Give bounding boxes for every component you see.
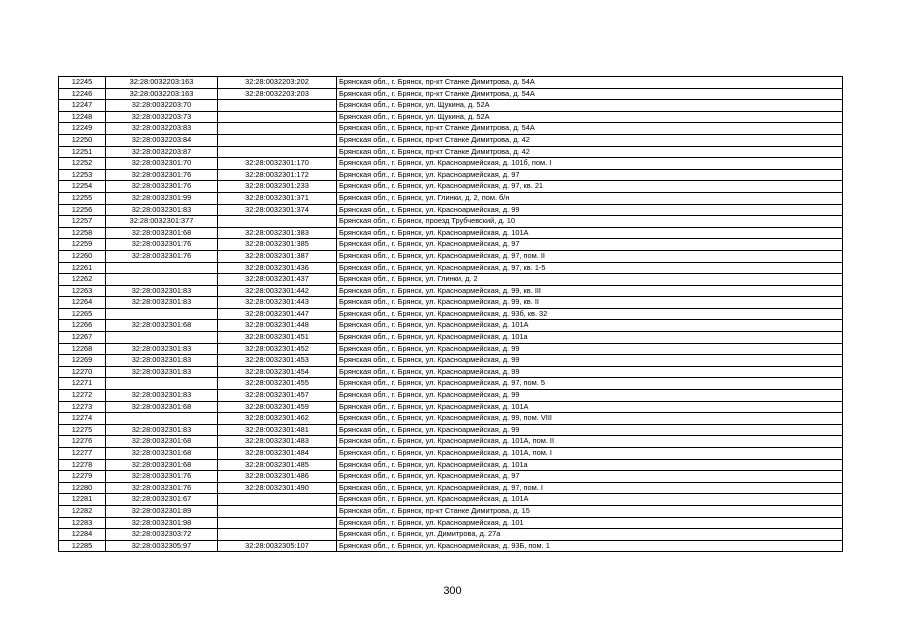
row-number-cell: 12247 [59, 100, 106, 112]
address-cell: Брянская обл., г. Брянск, ул. Красноармейская, д. 97, пом. II [337, 250, 843, 262]
object-cadastral-cell [218, 216, 337, 228]
object-cadastral-cell: 32:28:0032301:462 [218, 413, 337, 425]
table-row [59, 332, 843, 344]
object-cadastral-cell: 32:28:0032301:483 [218, 436, 337, 448]
object-cadastral-cell: 32:28:0032301:172 [218, 169, 337, 181]
parcel-cadastral-cell: 32:28:0032301:68 [106, 227, 218, 239]
object-cadastral-cell: 32:28:0032301:436 [218, 262, 337, 274]
table-row [59, 320, 843, 332]
table-row [59, 494, 843, 506]
parcel-cadastral-cell: 32:28:0032301:98 [106, 517, 218, 529]
row-number-cell: 12282 [59, 505, 106, 517]
table-row [59, 274, 843, 286]
parcel-cadastral-cell: 32:28:0032203:83 [106, 123, 218, 135]
address-cell: Брянская обл., г. Брянск, ул. Красноармейская, д. 99 [337, 355, 843, 367]
table-row [59, 448, 843, 460]
address-cell: Брянская обл., г. Брянск, ул. Красноармейская, д. 101А [337, 320, 843, 332]
parcel-cadastral-cell: 32:28:0032303:72 [106, 529, 218, 541]
row-number-cell: 12249 [59, 123, 106, 135]
table-row [59, 88, 843, 100]
object-cadastral-cell [218, 123, 337, 135]
row-number-cell: 12277 [59, 448, 106, 460]
parcel-cadastral-cell: 32:28:0032301:70 [106, 158, 218, 170]
parcel-cadastral-cell: 32:28:0032301:83 [106, 390, 218, 402]
address-cell: Брянская обл., г. Брянск, ул. Красноармейская, д. 97, пом. 5 [337, 378, 843, 390]
object-cadastral-cell [218, 111, 337, 123]
table-row [59, 308, 843, 320]
address-cell: Брянская обл., г. Брянск, ул. Глинки, д. 2, пом. б/н [337, 192, 843, 204]
parcel-cadastral-cell: 32:28:0032301:76 [106, 169, 218, 181]
address-cell: Брянская обл., г. Брянск, ул. Красноармейская, д. 99 [337, 204, 843, 216]
address-cell: Брянская обл., г. Брянск, ул. Красноармейская, д. 99 [337, 366, 843, 378]
object-cadastral-cell: 32:28:0032301:452 [218, 343, 337, 355]
address-cell: Брянская обл., г. Брянск, пр-кт Станке Димитрова, д. 15 [337, 505, 843, 517]
table-row [59, 517, 843, 529]
page-number: 300 [443, 585, 462, 597]
table-row [59, 262, 843, 274]
row-number-cell: 12258 [59, 227, 106, 239]
parcel-cadastral-cell: 32:28:0032301:76 [106, 471, 218, 483]
object-cadastral-cell: 32:28:0032301:453 [218, 355, 337, 367]
row-number-cell: 12283 [59, 517, 106, 529]
parcel-cadastral-cell [106, 262, 218, 274]
row-number-cell: 12285 [59, 540, 106, 552]
table-row [59, 378, 843, 390]
object-cadastral-cell: 32:28:0032301:233 [218, 181, 337, 193]
object-cadastral-cell: 32:28:0032301:486 [218, 471, 337, 483]
table-row [59, 100, 843, 112]
row-number-cell: 12271 [59, 378, 106, 390]
address-cell: Брянская обл., г. Брянск, ул. Красноармейская, д. 101А [337, 494, 843, 506]
parcel-cadastral-cell [106, 413, 218, 425]
table-row [59, 123, 843, 135]
table-row [59, 158, 843, 170]
object-cadastral-cell: 32:28:0032301:387 [218, 250, 337, 262]
table-row [59, 216, 843, 228]
object-cadastral-cell [218, 134, 337, 146]
row-number-cell: 12276 [59, 436, 106, 448]
parcel-cadastral-cell: 32:28:0032301:89 [106, 505, 218, 517]
row-number-cell: 12245 [59, 77, 106, 89]
object-cadastral-cell: 32:28:0032203:203 [218, 88, 337, 100]
row-number-cell: 12248 [59, 111, 106, 123]
table-row [59, 436, 843, 448]
table-row [59, 459, 843, 471]
address-cell: Брянская обл., г. Брянск, ул. Красноармейская, д. 99 [337, 424, 843, 436]
address-cell: Брянская обл., г. Брянск, ул. Красноармейская, д. 97 [337, 471, 843, 483]
row-number-cell: 12273 [59, 401, 106, 413]
address-cell: Брянская обл., г. Брянск, пр-кт Станке Димитрова, д. 54А [337, 77, 843, 89]
address-cell: Брянская обл., г. Брянск, ул. Красноармейская, д. 99 [337, 390, 843, 402]
row-number-cell: 12270 [59, 366, 106, 378]
row-number-cell: 12262 [59, 274, 106, 286]
row-number-cell: 12264 [59, 297, 106, 309]
parcel-cadastral-cell: 32:28:0032301:83 [106, 343, 218, 355]
row-number-cell: 12280 [59, 482, 106, 494]
object-cadastral-cell: 32:28:0032301:443 [218, 297, 337, 309]
object-cadastral-cell: 32:28:0032301:447 [218, 308, 337, 320]
parcel-cadastral-cell: 32:28:0032301:83 [106, 204, 218, 216]
object-cadastral-cell: 32:28:0032203:202 [218, 77, 337, 89]
address-cell: Брянская обл., г. Брянск, ул. Красноармейская, д. 99, кв. III [337, 285, 843, 297]
parcel-cadastral-cell: 32:28:0032301:68 [106, 436, 218, 448]
parcel-cadastral-cell [106, 332, 218, 344]
parcel-cadastral-cell [106, 378, 218, 390]
address-cell: Брянская обл., г. Брянск, пр-кт Станке Димитрова, д. 42 [337, 134, 843, 146]
table-row [59, 482, 843, 494]
parcel-cadastral-cell: 32:28:0032301:83 [106, 297, 218, 309]
object-cadastral-cell [218, 517, 337, 529]
parcel-cadastral-cell: 32:28:0032301:83 [106, 355, 218, 367]
parcel-cadastral-cell: 32:28:0032301:76 [106, 239, 218, 251]
table-row [59, 227, 843, 239]
object-cadastral-cell: 32:28:0032301:451 [218, 332, 337, 344]
address-cell: Брянская обл., г. Брянск, ул. Красноармейская, д. 97 [337, 239, 843, 251]
object-cadastral-cell: 32:28:0032301:442 [218, 285, 337, 297]
table-row [59, 204, 843, 216]
address-cell: Брянская обл., г. Брянск, ул. Красноармейская, д. 97, кв. 1-5 [337, 262, 843, 274]
table-row [59, 366, 843, 378]
parcel-cadastral-cell: 32:28:0032203:163 [106, 77, 218, 89]
address-cell: Брянская обл., г. Брянск, ул. Красноармейская, д. 99 [337, 343, 843, 355]
address-cell: Брянская обл., г. Брянск, проезд Трубчевский, д. 10 [337, 216, 843, 228]
address-cell: Брянская обл., г. Брянск, ул. Красноармейская, д. 101А [337, 227, 843, 239]
parcel-cadastral-cell: 32:28:0032301:76 [106, 250, 218, 262]
table-row [59, 146, 843, 158]
property-table-body [59, 77, 843, 552]
parcel-cadastral-cell: 32:28:0032301:68 [106, 401, 218, 413]
parcel-cadastral-cell: 32:28:0032301:68 [106, 448, 218, 460]
parcel-cadastral-cell: 32:28:0032203:73 [106, 111, 218, 123]
parcel-cadastral-cell: 32:28:0032301:83 [106, 366, 218, 378]
row-number-cell: 12269 [59, 355, 106, 367]
parcel-cadastral-cell: 32:28:0032301:83 [106, 424, 218, 436]
row-number-cell: 12251 [59, 146, 106, 158]
table-row [59, 390, 843, 402]
object-cadastral-cell: 32:28:0032301:459 [218, 401, 337, 413]
parcel-cadastral-cell: 32:28:0032203:84 [106, 134, 218, 146]
object-cadastral-cell: 32:28:0032301:437 [218, 274, 337, 286]
table-row [59, 343, 843, 355]
object-cadastral-cell [218, 146, 337, 158]
row-number-cell: 12279 [59, 471, 106, 483]
parcel-cadastral-cell: 32:28:0032203:163 [106, 88, 218, 100]
table-row [59, 111, 843, 123]
object-cadastral-cell [218, 529, 337, 541]
object-cadastral-cell: 32:28:0032301:490 [218, 482, 337, 494]
table-row [59, 192, 843, 204]
table-row [59, 471, 843, 483]
row-number-cell: 12259 [59, 239, 106, 251]
property-table [58, 76, 843, 552]
row-number-cell: 12257 [59, 216, 106, 228]
parcel-cadastral-cell: 32:28:0032203:70 [106, 100, 218, 112]
object-cadastral-cell: 32:28:0032301:383 [218, 227, 337, 239]
address-cell: Брянская обл., г. Брянск, ул. Красноармейская, д. 97, кв. 21 [337, 181, 843, 193]
address-cell: Брянская обл., г. Брянск, ул. Красноармейская, д. 97 [337, 169, 843, 181]
table-row [59, 355, 843, 367]
object-cadastral-cell: 32:28:0032301:385 [218, 239, 337, 251]
table-row [59, 239, 843, 251]
table-row [59, 250, 843, 262]
address-cell: Брянская обл., г. Брянск, ул. Димитрова, д. 27а [337, 529, 843, 541]
object-cadastral-cell: 32:28:0032301:170 [218, 158, 337, 170]
address-cell: Брянская обл., г. Брянск, пр-кт Станке Димитрова, д. 54А [337, 88, 843, 100]
row-number-cell: 12253 [59, 169, 106, 181]
row-number-cell: 12252 [59, 158, 106, 170]
row-number-cell: 12274 [59, 413, 106, 425]
parcel-cadastral-cell: 32:28:0032301:67 [106, 494, 218, 506]
row-number-cell: 12281 [59, 494, 106, 506]
row-number-cell: 12260 [59, 250, 106, 262]
table-row [59, 401, 843, 413]
table-row [59, 181, 843, 193]
address-cell: Брянская обл., г. Брянск, ул. Щукина, д. 52А [337, 100, 843, 112]
address-cell: Брянская обл., г. Брянск, ул. Красноармейская, д. 97, пом. I [337, 482, 843, 494]
parcel-cadastral-cell: 32:28:0032301:68 [106, 459, 218, 471]
table-row [59, 285, 843, 297]
object-cadastral-cell: 32:28:0032301:485 [218, 459, 337, 471]
address-cell: Брянская обл., г. Брянск, ул. Красноармейская, д. 101А, пом. II [337, 436, 843, 448]
parcel-cadastral-cell [106, 308, 218, 320]
row-number-cell: 12266 [59, 320, 106, 332]
object-cadastral-cell: 32:28:0032301:455 [218, 378, 337, 390]
parcel-cadastral-cell: 32:28:0032301:68 [106, 320, 218, 332]
table-row [59, 134, 843, 146]
parcel-cadastral-cell: 32:28:0032301:377 [106, 216, 218, 228]
row-number-cell: 12261 [59, 262, 106, 274]
parcel-cadastral-cell: 32:28:0032203:87 [106, 146, 218, 158]
table-row [59, 77, 843, 89]
row-number-cell: 12250 [59, 134, 106, 146]
row-number-cell: 12256 [59, 204, 106, 216]
address-cell: Брянская обл., г. Брянск, ул. Красноармейская, д. 101А [337, 401, 843, 413]
object-cadastral-cell: 32:28:0032301:454 [218, 366, 337, 378]
address-cell: Брянская обл., г. Брянск, ул. Красноармейская, д. 93б, кв. 32 [337, 308, 843, 320]
table-row [59, 529, 843, 541]
address-cell: Брянская обл., г. Брянск, ул. Красноармейская, д. 101б, пом. I [337, 158, 843, 170]
address-cell: Брянская обл., г. Брянск, ул. Глинки, д. 2 [337, 274, 843, 286]
parcel-cadastral-cell: 32:28:0032301:76 [106, 482, 218, 494]
object-cadastral-cell [218, 100, 337, 112]
row-number-cell: 12263 [59, 285, 106, 297]
table-row [59, 413, 843, 425]
row-number-cell: 12278 [59, 459, 106, 471]
row-number-cell: 12268 [59, 343, 106, 355]
address-cell: Брянская обл., г. Брянск, ул. Щукина, д. 52А [337, 111, 843, 123]
object-cadastral-cell: 32:28:0032301:374 [218, 204, 337, 216]
object-cadastral-cell [218, 494, 337, 506]
object-cadastral-cell: 32:28:0032305:107 [218, 540, 337, 552]
row-number-cell: 12267 [59, 332, 106, 344]
object-cadastral-cell [218, 505, 337, 517]
address-cell: Брянская обл., г. Брянск, ул. Красноармейская, д. 99, кв. II [337, 297, 843, 309]
parcel-cadastral-cell: 32:28:0032301:76 [106, 181, 218, 193]
parcel-cadastral-cell: 32:28:0032301:99 [106, 192, 218, 204]
address-cell: Брянская обл., г. Брянск, ул. Красноармейская, д. 101а [337, 459, 843, 471]
address-cell: Брянская обл., г. Брянск, ул. Красноармейская, д. 101 [337, 517, 843, 529]
row-number-cell: 12254 [59, 181, 106, 193]
object-cadastral-cell: 32:28:0032301:371 [218, 192, 337, 204]
object-cadastral-cell: 32:28:0032301:448 [218, 320, 337, 332]
parcel-cadastral-cell [106, 274, 218, 286]
address-cell: Брянская обл., г. Брянск, пр-кт Станке Димитрова, д. 42 [337, 146, 843, 158]
table-row [59, 540, 843, 552]
row-number-cell: 12275 [59, 424, 106, 436]
row-number-cell: 12265 [59, 308, 106, 320]
object-cadastral-cell: 32:28:0032301:457 [218, 390, 337, 402]
table-row [59, 297, 843, 309]
object-cadastral-cell: 32:28:0032301:481 [218, 424, 337, 436]
parcel-cadastral-cell: 32:28:0032305:97 [106, 540, 218, 552]
row-number-cell: 12272 [59, 390, 106, 402]
table-row [59, 169, 843, 181]
table-row [59, 505, 843, 517]
address-cell: Брянская обл., г. Брянск, ул. Красноармейская, д. 101а [337, 332, 843, 344]
address-cell: Брянская обл., г. Брянск, пр-кт Станке Димитрова, д. 54А [337, 123, 843, 135]
row-number-cell: 12255 [59, 192, 106, 204]
address-cell: Брянская обл., г. Брянск, ул. Красноармейская, д. 93Б, пом. 1 [337, 540, 843, 552]
table-row [59, 424, 843, 436]
address-cell: Брянская обл., г. Брянск, ул. Красноармейская, д. 99, пом. VIII [337, 413, 843, 425]
parcel-cadastral-cell: 32:28:0032301:83 [106, 285, 218, 297]
object-cadastral-cell: 32:28:0032301:484 [218, 448, 337, 460]
address-cell: Брянская обл., г. Брянск, ул. Красноармейская, д. 101А, пом. I [337, 448, 843, 460]
row-number-cell: 12246 [59, 88, 106, 100]
row-number-cell: 12284 [59, 529, 106, 541]
